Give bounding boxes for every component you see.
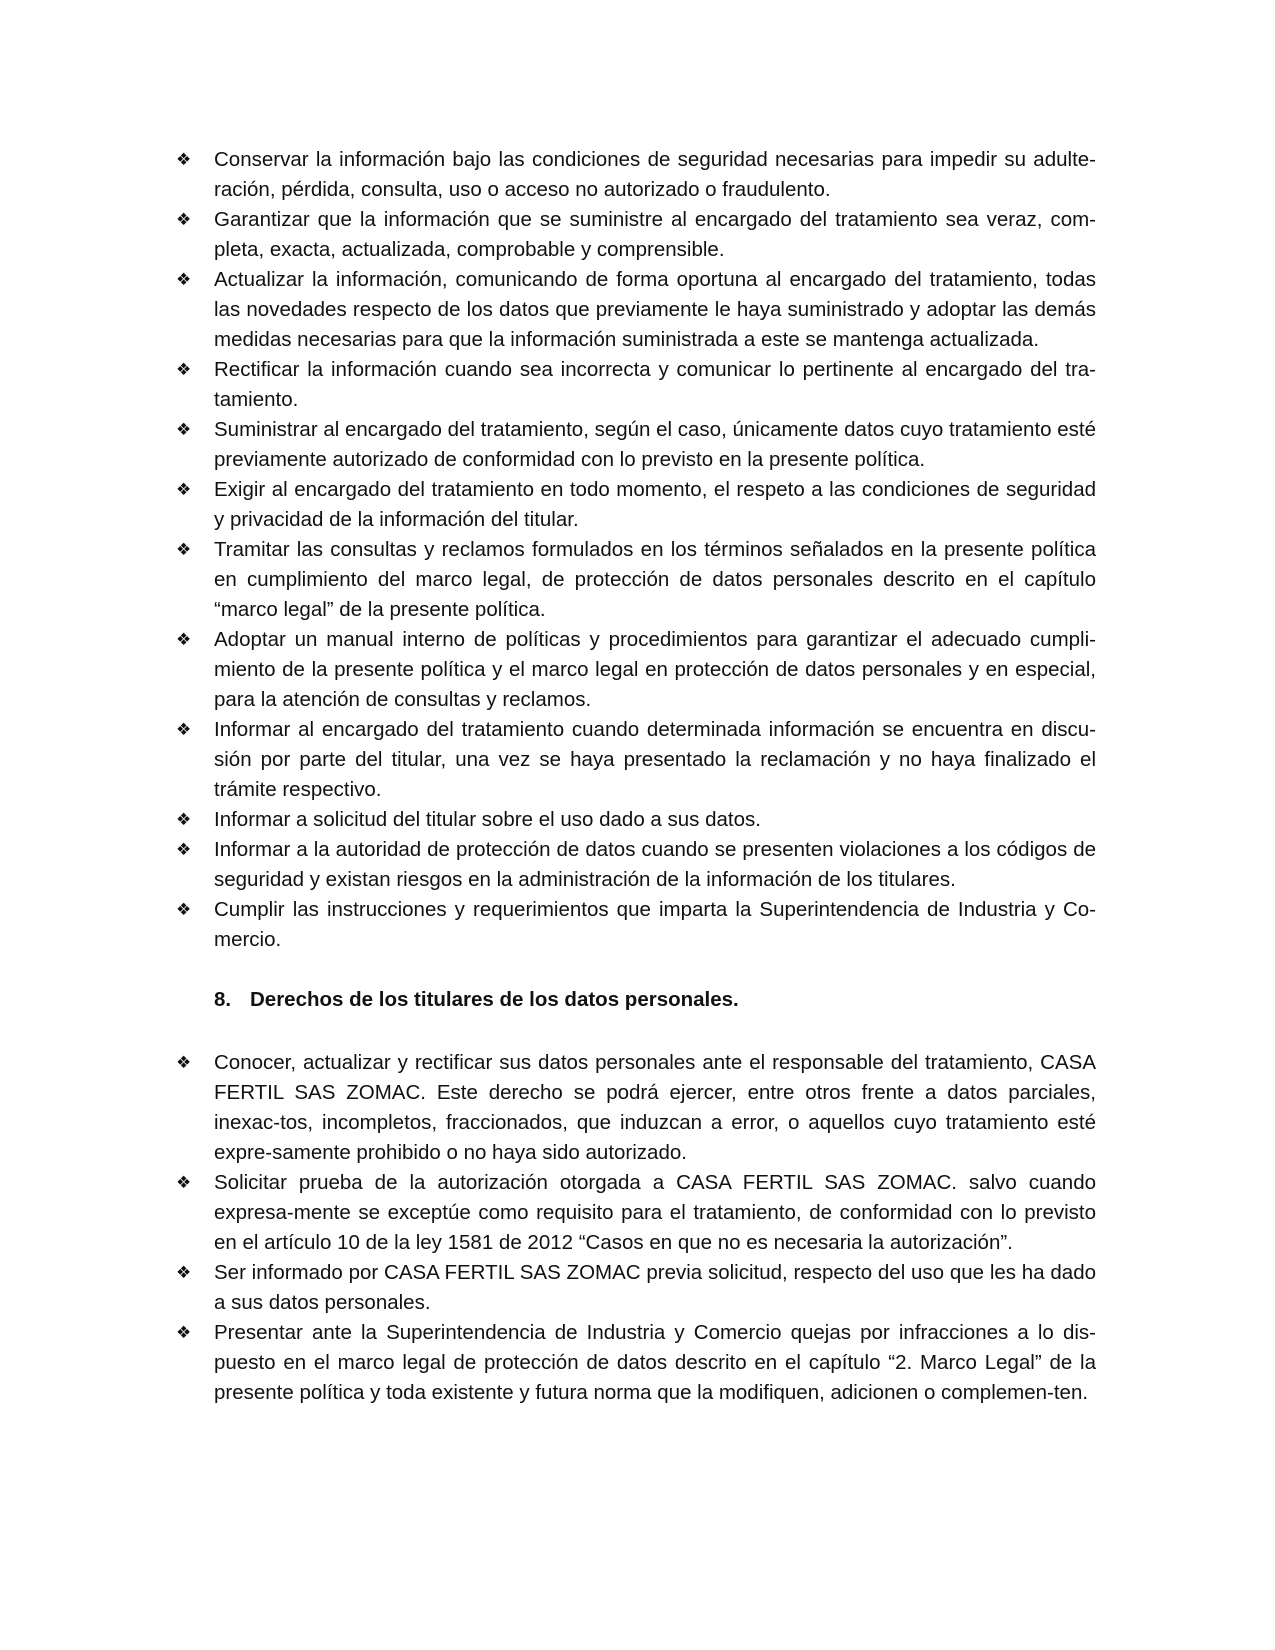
diamond-bullet-icon: ❖ — [176, 270, 192, 290]
diamond-bullet-icon: ❖ — [176, 210, 192, 230]
list-item — [176, 1318, 1096, 1408]
list-item — [176, 1258, 1096, 1318]
list-item — [176, 265, 1096, 355]
list-item-text: Informar al encargado del tratamiento cuando determinada información se encuentra en discu-sión por parte del titular, una vez se haya presentado la reclamación y no haya finalizado el trámite respectivo. — [214, 718, 1096, 801]
list-item — [176, 355, 1096, 415]
list-item-text: Garantizar que la información que se suministre al encargado del tratamiento sea veraz, com-pleta, exacta, actualizada, comprobable y comprensible. — [214, 208, 1096, 261]
list-item — [176, 475, 1096, 535]
obligations-list — [176, 145, 1096, 955]
list-item — [176, 715, 1096, 805]
diamond-bullet-icon: ❖ — [176, 810, 192, 830]
list-item — [176, 835, 1096, 895]
list-item-text: Adoptar un manual interno de políticas y procedimientos para garantizar el adecuado cumpli-miento de la presente política y el marco legal en protección de datos personales y en especial, para la atención de consultas y reclamos. — [214, 628, 1096, 711]
list-item-text: Informar a solicitud del titular sobre el uso dado a sus datos. — [214, 808, 761, 831]
list-item-text: Actualizar la información, comunicando de forma oportuna al encargado del tratamiento, todas las novedades respecto de los datos que previamente le haya suministrado y adoptar las demás medidas necesarias para que la información suministrada a este se mantenga actualizada. — [214, 268, 1096, 351]
diamond-bullet-icon: ❖ — [176, 150, 192, 170]
list-item — [176, 625, 1096, 715]
diamond-bullet-icon: ❖ — [176, 1263, 192, 1283]
list-item-text: Presentar ante la Superintendencia de Industria y Comercio quejas por infracciones a lo dis-puesto en el marco legal de protección de datos descrito en el capítulo “2. Marco Legal” de la presente política y toda existente y futura norma que la modifiquen, adicionen o complemen-ten. — [214, 1321, 1096, 1404]
list-item — [176, 805, 1096, 835]
section-title: Derechos de los titulares de los datos personales. — [250, 988, 739, 1011]
list-item-text: Informar a la autoridad de protección de datos cuando se presenten violaciones a los códigos de seguridad y existan riesgos en la administración de la información de los titulares. — [214, 838, 1096, 891]
list-item — [176, 1048, 1096, 1168]
diamond-bullet-icon: ❖ — [176, 1173, 192, 1193]
list-item — [176, 145, 1096, 205]
diamond-bullet-icon: ❖ — [176, 630, 192, 650]
rights-list — [176, 1048, 1096, 1408]
list-item — [176, 205, 1096, 265]
list-item-text: Ser informado por CASA FERTIL SAS ZOMAC previa solicitud, respecto del uso que les ha dado a sus datos personales. — [214, 1261, 1096, 1314]
list-item-text: Rectificar la información cuando sea incorrecta y comunicar lo pertinente al encargado del tra-tamiento. — [214, 358, 1096, 411]
list-item-text: Solicitar prueba de la autorización otorgada a CASA FERTIL SAS ZOMAC. salvo cuando expresa-mente se exceptúe como requisito para el tratamiento, de conformidad con lo previsto en el artículo 10 de la ley 1581 de 2012 “Casos en que no es necesaria la autorización”. — [214, 1171, 1096, 1254]
list-item-text: Conocer, actualizar y rectificar sus datos personales ante el responsable del tratamiento, CASA FERTIL SAS ZOMAC. Este derecho se podrá ejercer, entre otros frente a datos parciales, inexac-tos, incompletos, fraccionados, que induzcan a error, o aquellos cuyo tratamiento esté expre-samente prohibido o no haya sido autorizado. — [214, 1051, 1096, 1164]
diamond-bullet-icon: ❖ — [176, 1323, 192, 1343]
list-item-text: Tramitar las consultas y reclamos formulados en los términos señalados en la presente política en cumplimiento del marco legal, de protección de datos personales descrito en el capítulo “marco legal” de la presente política. — [214, 538, 1096, 621]
list-item — [176, 535, 1096, 625]
diamond-bullet-icon: ❖ — [176, 480, 192, 500]
list-item-text: Suministrar al encargado del tratamiento, según el caso, únicamente datos cuyo tratamiento esté previamente autorizado de conformidad con lo previsto en la presente política. — [214, 418, 1096, 471]
diamond-bullet-icon: ❖ — [176, 720, 192, 740]
list-item-text: Exigir al encargado del tratamiento en todo momento, el respeto a las condiciones de seguridad y privacidad de la información del titular. — [214, 478, 1096, 531]
diamond-bullet-icon: ❖ — [176, 420, 192, 440]
list-item — [176, 895, 1096, 955]
diamond-bullet-icon: ❖ — [176, 840, 192, 860]
section-number: 8. — [214, 988, 232, 1011]
diamond-bullet-icon: ❖ — [176, 1053, 192, 1073]
list-item-text: Conservar la información bajo las condiciones de seguridad necesarias para impedir su adulte-ración, pérdida, consulta, uso o acceso no autorizado o fraudulento. — [214, 148, 1096, 201]
diamond-bullet-icon: ❖ — [176, 900, 192, 920]
diamond-bullet-icon: ❖ — [176, 360, 192, 380]
diamond-bullet-icon: ❖ — [176, 540, 192, 560]
list-item-text: Cumplir las instrucciones y requerimientos que imparta la Superintendencia de Industria y Co-mercio. — [214, 898, 1096, 951]
list-item — [176, 415, 1096, 475]
section-heading — [214, 985, 1094, 1015]
list-item — [176, 1168, 1096, 1258]
